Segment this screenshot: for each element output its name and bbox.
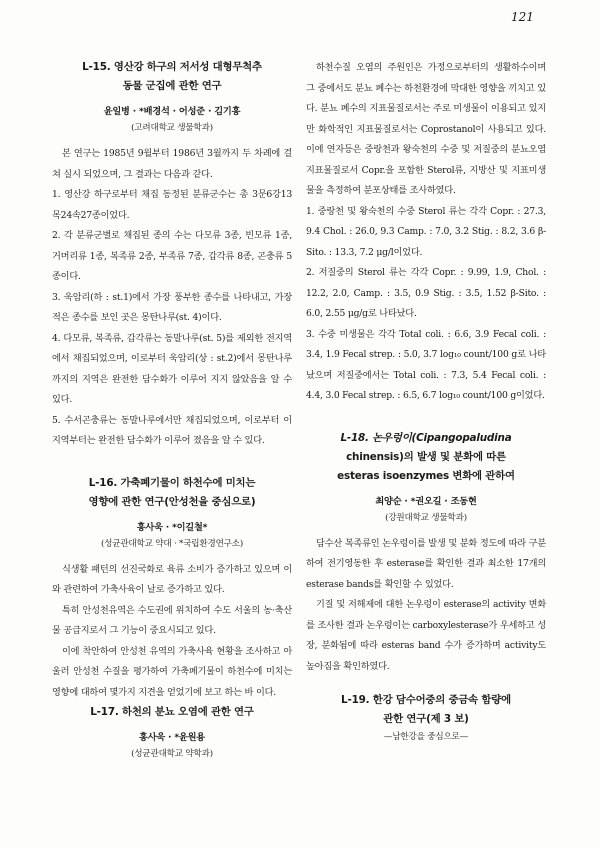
affiliation: (성균관대학교 약대 · *국립환경연구소) [100,538,244,549]
abstract-paragraph: 담수산 복족류인 논우렁이를 발생 및 분화 정도에 따라 구분하여 전기영동한 후 esterase를 확인한 결과 최소한 17개의 esterase bands를 확인할 수 있었다. [306,537,546,590]
result-item: 1. 중랑천 및 왕숙천의 수중 Sterol 류는 각각 Copr. : 27.3, 9.4 Chol. : 26.0, 9.3 Camp. : 7.0, 3.2 Stig. : 8.2, 3.6 β-Sito. : 13.3, 7.2 μg/l이었다. [306,205,546,258]
authors: 최양순 · *권오길 · 조동현 [375,495,477,507]
result-item: 2. 각 분류군별로 채집된 종의 수는 다모류 3종, 빈모류 1종, 거머리류 1종, 복족류 2종, 부족류 7종, 갑각류 8종, 곤충류 5종이다. [52,230,292,282]
abstract-paragraph: 식생활 패턴의 선진국화로 육류 소비가 증가하고 있으며 이와 관련하여 가축사육이 날로 증가하고 있다. [52,563,292,595]
affiliation: (강원대학교 생물학과) [385,512,467,523]
result-item: 3. 수중 미생물은 각각 Total coli. : 6.6, 3.9 Fecal coli. : 3.4, 1.9 Fecal strep. : 5.0, 3.7 log₁₀ count/100 g로 나타났으며 저질중에서는 Total coli. : 7.3, 5.4 Fecal coli. : 4.4, 3.0 Fecal strep. : 6.5, 6.7 log₁₀ count/100 g이었다. [306,328,546,401]
abstract-l15 [52,58,292,452]
abstract-intro: 하천수질 오염의 주원인은 가정으로부터의 생활하수이며 그 중에서도 분뇨 폐수는 하천환경에 막대한 영향을 끼치고 있다. 분뇨 폐수의 지표물질로서는 주로 미생물이 이용되고 있지만 화학적인 지표물질로서는 Coprostanol이 사용되고 있다. 이에 연자등은 중랑천과 왕숙천의 수중 및 저질중의 분뇨오염 지표물질로서 Copr.을 포함한 Sterol류, 지방산 및 지표미생물을 측정하여 분포상태를 조사하였다. [306,62,546,196]
result-item: 2. 저질중의 Sterol 류는 각각 Copr. : 9.99, 1.9, Chol. : 12.2, 2.0, Camp. : 3.5, 0.9 Stig. : 3.5, 1.52 β-Sito. : 6.0, 2.55 μg/g로 나타났다. [306,267,546,319]
abstract-l18 [306,429,546,678]
affiliation: (성균관대학교 약학과) [131,749,213,759]
abstract-l17 [52,703,292,762]
authors: 홍사욱 · *윤원용 [139,732,205,743]
abstract-paragraph: 기질 및 저해제에 대한 논우렁이 esterase의 activity 변화를 조사한 결과 논우렁이는 carboxylesterase가 우세하고 성장, 분화됨에 따라 esteras band 수가 증가하며 activity도 높아짐을 확인하였다. [306,599,546,672]
abstract-intro: 본 연구는 1985년 9월부터 1986년 3월까지 두 차례에 걸쳐 실시 되었으며, 그 결과는 다음과 같다. [52,148,292,180]
affiliation: (고려대학교 생물학과) [131,123,213,133]
page-number: 121 [511,10,534,24]
abstract-l16 [52,474,292,704]
abstract-l19 [306,691,546,745]
abstract-subtitle: —남한강을 중심으로— [383,732,469,742]
abstract-title: L-19. 한강 담수어중의 중금속 함량에 관한 연구(제 3 보) [341,694,511,725]
right-column [306,58,546,745]
abstract-title: L-18. 논우렁이(Cipangopaludina chinensis)의 발생 및 분화에 따른 esteras isoenzymes 변화에 관하여 [337,431,515,482]
abstract-title: L-16. 가축폐기물이 하천수에 미치는 영향에 관한 연구(안성천을 중심으로) [88,476,256,508]
abstract-paragraph: 특히 안성천유역은 수도권에 위치하여 수도 서울의 농·축산물 공급지로서 그 기능이 중요시되고 있다. [52,604,292,636]
abstract-paragraph: 이에 착안하여 안성천 유역의 가축사육 현황을 조사하고 아울러 안성천 수질을 평가하여 가축폐기물이 하천수에 미치는 영향에 대하여 몇가지 지견을 얻었기에 보고 하는 바 이다. [52,645,292,698]
authors: 윤일병 · *배경석 · 어성준 · 김기홍 [103,106,241,117]
result-item: 4. 다모류, 복족류, 갑각류는 동말나루(st. 5)를 제외한 전지역에서 채집되었으며, 이로부터 욱암리(상 : st.2)에서 몽탄나루까지의 지역은 완전한 담수화가 이루어 지지 않았음을 알 수 있다. [52,332,292,405]
authors: 홍사욱 · *이길철* [136,521,208,533]
abstract-title: L-17. 하천의 분뇨 오염에 관한 연구 [90,706,254,718]
left-column [52,58,292,762]
result-item: 5. 수서곤충류는 동말나루에서만 채집되었으며, 이로부터 이 지역부터는 완전한 담수화가 이루어 졌음을 알 수 있다. [52,414,292,446]
abstract-l17-continued [306,58,546,407]
abstract-title: L-15. 영산강 하구의 저서성 대형무척추 동물 군집에 관한 연구 [82,61,262,92]
result-item: 1. 영산강 하구로부터 채집 동정된 분류군수는 총 3문6강13목24속27종이었다. [52,189,292,221]
result-item: 3. 욱암리(하 : st.1)에서 가장 풍부한 종수를 나타내고, 가장 적은 종수를 보인 곳은 몽탄나루(st. 4)이다. [52,291,292,323]
